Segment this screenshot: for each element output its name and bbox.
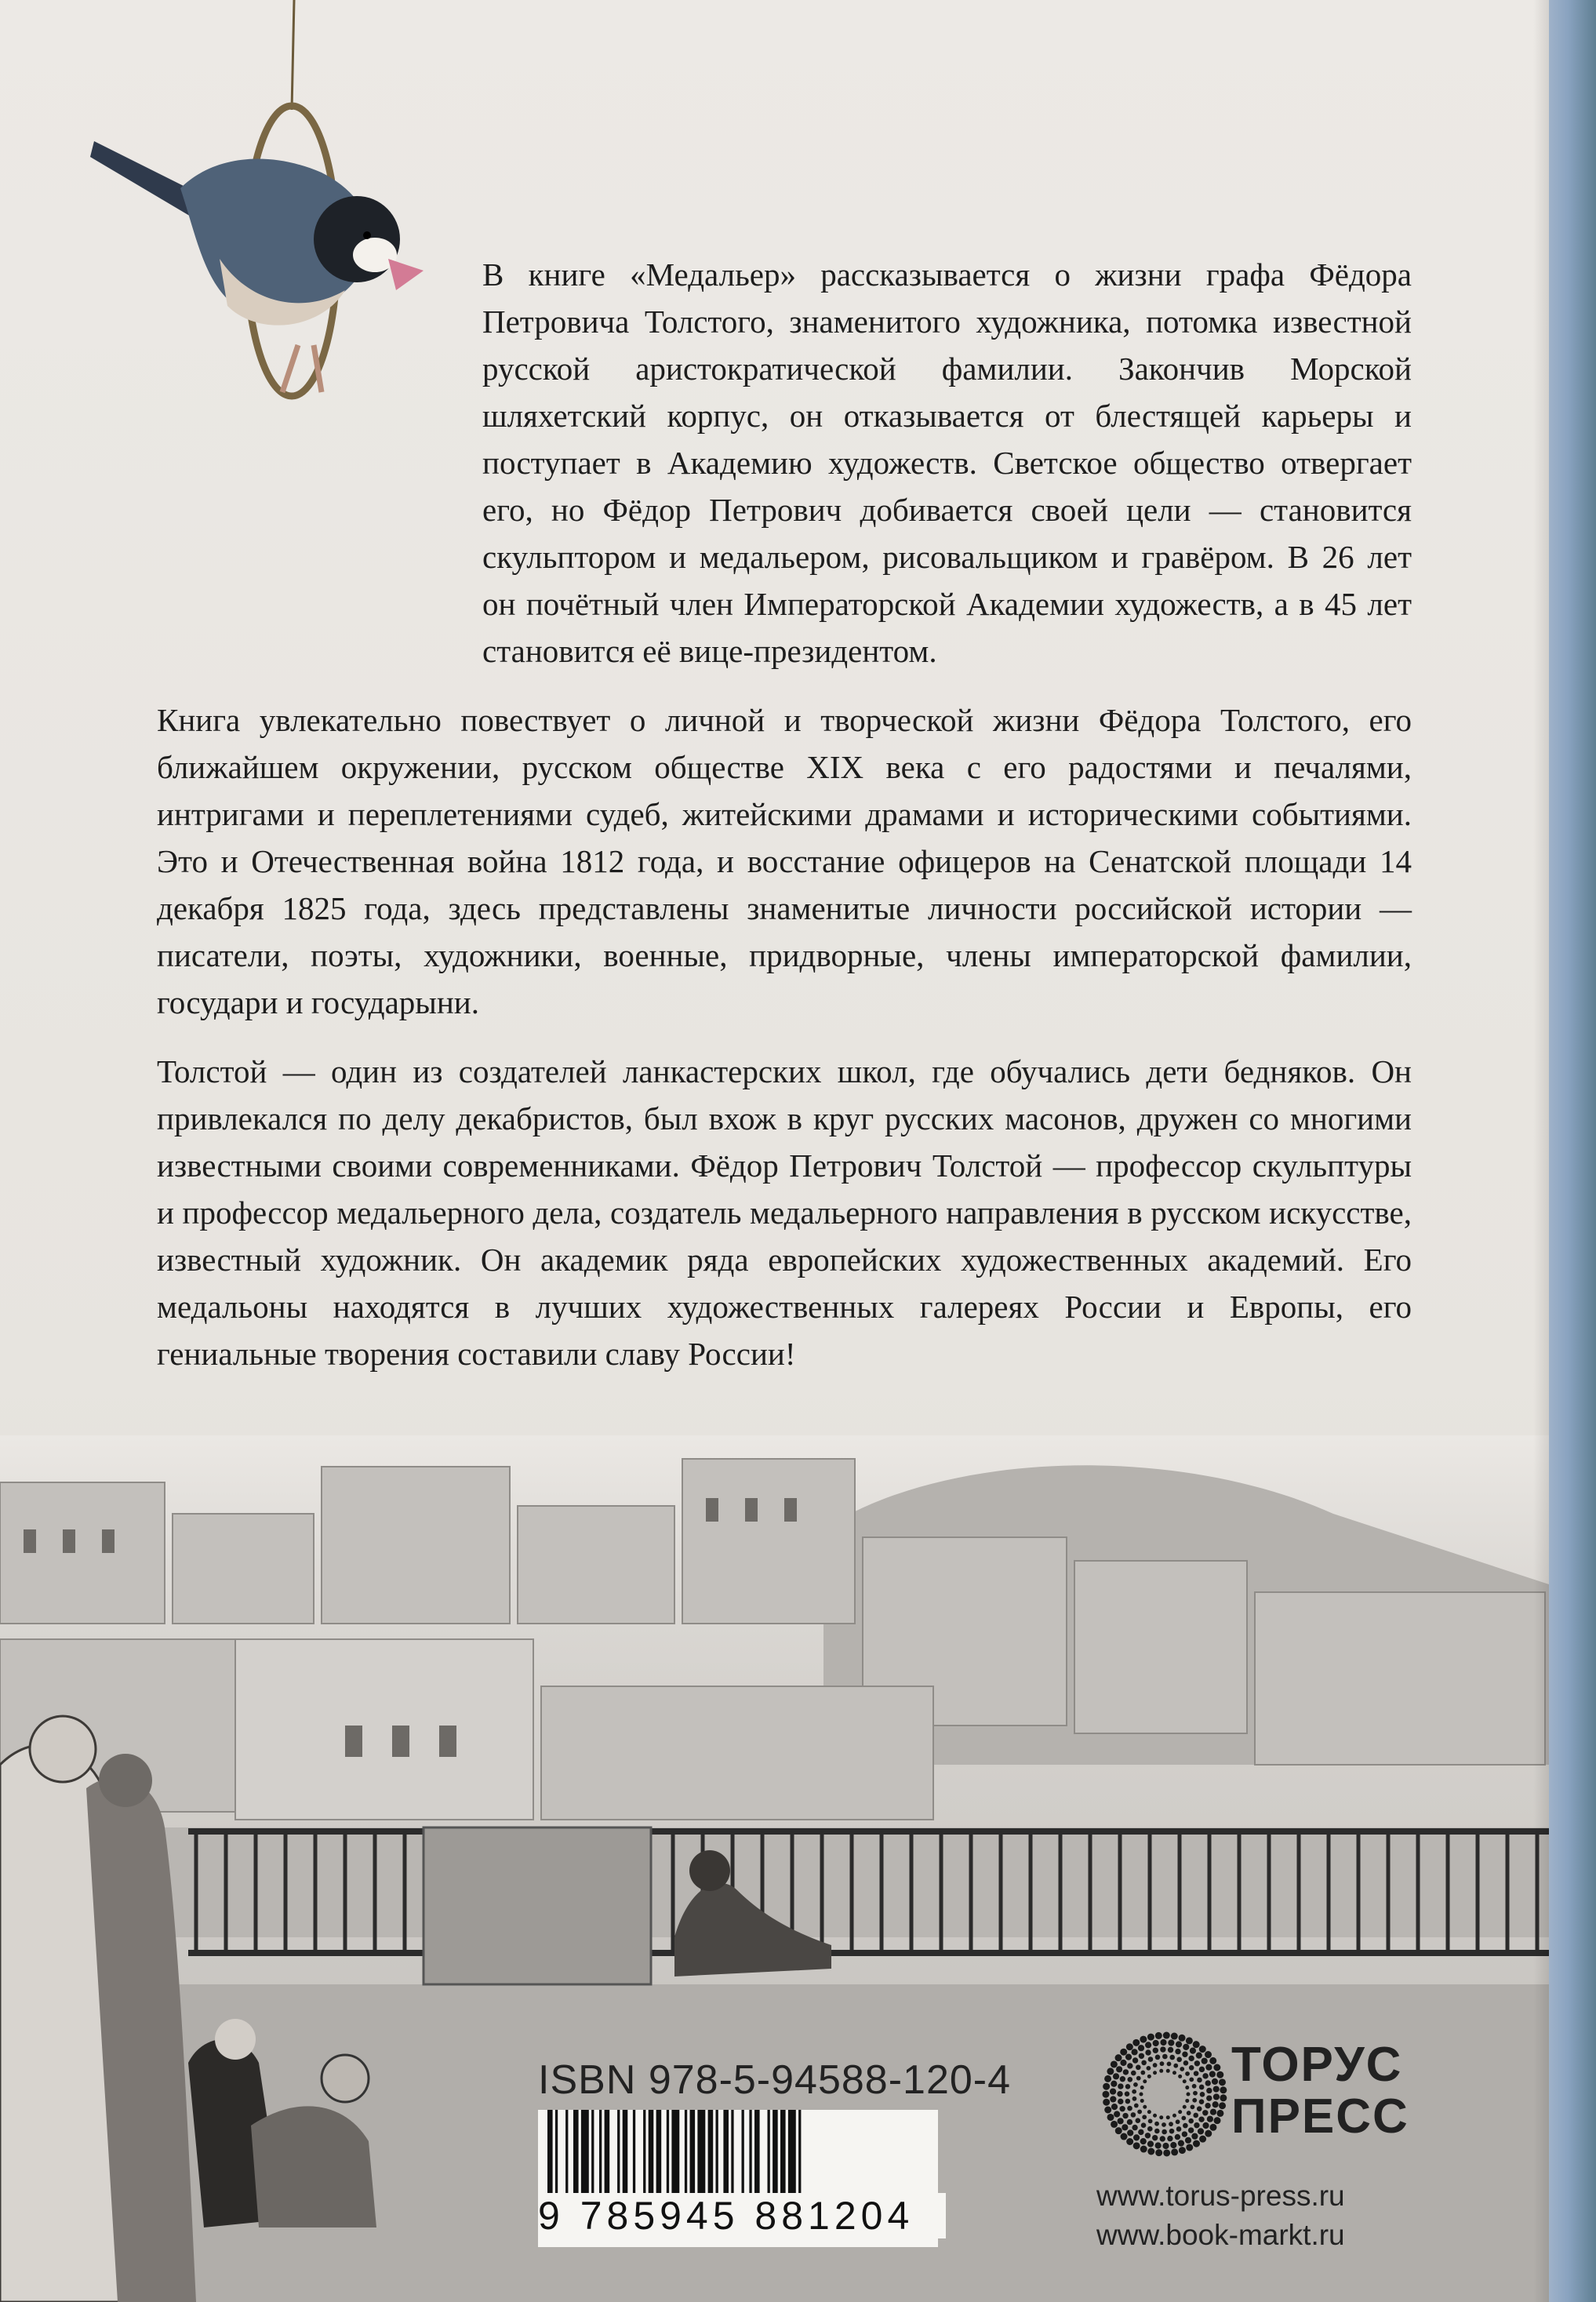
logo-dot — [1202, 2058, 1208, 2064]
logo-dot — [1178, 2075, 1182, 2078]
barcode-bar — [591, 2110, 594, 2204]
logo-dot — [1131, 2049, 1137, 2055]
logo-dot — [1207, 2116, 1213, 2122]
logo-dot — [1194, 2071, 1199, 2076]
logo-dot — [1140, 2036, 1147, 2043]
logo-dot — [1181, 2116, 1186, 2121]
logo-dot — [1140, 2093, 1143, 2097]
logo-dot — [1111, 2104, 1118, 2110]
logo-dot — [1166, 2069, 1170, 2073]
logo-dot — [1147, 2066, 1151, 2071]
logo-dot — [1125, 2091, 1130, 2097]
logo-dot — [1183, 2044, 1189, 2050]
barcode-bar — [798, 2110, 801, 2204]
logo-dot — [1183, 2123, 1188, 2129]
barcode-bar — [723, 2110, 729, 2204]
barcode-bar — [605, 2110, 610, 2204]
logo-dot — [1168, 2047, 1173, 2053]
logo-dot — [1194, 2060, 1200, 2066]
logo-dot — [1132, 2125, 1137, 2130]
logo-dot — [1193, 2091, 1198, 2096]
logo-dot — [1111, 2081, 1117, 2087]
logo-dot — [1127, 2106, 1132, 2111]
barcode-bar — [690, 2110, 696, 2204]
logo-dot — [1127, 2063, 1132, 2068]
logo-dot — [1171, 2148, 1178, 2155]
logo-dot — [1148, 2118, 1153, 2123]
barcode-bar — [742, 2110, 744, 2204]
logo-dot — [1193, 2113, 1198, 2118]
logo-dot — [1160, 2039, 1166, 2046]
logo-dot — [1206, 2095, 1212, 2100]
barcode-digits: 9 785945 881204 — [538, 2193, 946, 2238]
logo-dot — [1205, 2051, 1212, 2058]
barcode-bar — [780, 2110, 786, 2204]
logo-dot — [1104, 2075, 1111, 2082]
barcode-bar — [749, 2110, 751, 2204]
logo-dot — [1154, 2122, 1159, 2126]
logo-dot — [1185, 2086, 1189, 2089]
logo-dot — [1205, 2080, 1211, 2086]
logo-dot — [1111, 2060, 1118, 2067]
logo-dot — [1136, 2118, 1141, 2123]
logo-dot — [1141, 2060, 1147, 2066]
logo-dot — [1162, 2122, 1166, 2127]
logo-dot — [1189, 2065, 1194, 2071]
logo-dot — [1194, 2122, 1199, 2128]
logo-dot — [1154, 2129, 1160, 2134]
logo-dot — [1136, 2076, 1141, 2081]
logo-dot — [1104, 2107, 1111, 2114]
logo-dot — [1107, 2067, 1114, 2075]
logo-dot — [1113, 2073, 1119, 2079]
barcode-bar — [573, 2110, 579, 2204]
logo-dot — [1140, 2071, 1145, 2075]
logo-dot — [1125, 2054, 1132, 2060]
logo-dot — [1127, 2077, 1132, 2082]
logo-dot — [1214, 2117, 1221, 2124]
logo-dot — [1131, 2112, 1136, 2118]
logo-dot — [1186, 2144, 1193, 2151]
barcode-bar — [633, 2110, 635, 2204]
logo-dot — [1119, 2106, 1125, 2111]
logo-dot — [1147, 2126, 1153, 2132]
logo-dot — [1123, 2069, 1129, 2075]
logo-dot — [1162, 2129, 1167, 2135]
logo-dot — [1169, 2129, 1175, 2134]
logo-dot — [1111, 2121, 1118, 2128]
logo-dot — [1206, 2088, 1212, 2093]
logo-dot — [1120, 2049, 1127, 2056]
logo-dot — [1153, 2063, 1158, 2067]
logo-dot — [1153, 2048, 1158, 2053]
logo-dot — [1125, 2084, 1131, 2089]
logo-dot — [1118, 2118, 1124, 2124]
logo-dot — [1134, 2104, 1139, 2108]
logo-dot — [1160, 2136, 1165, 2141]
barcode-bar — [643, 2110, 645, 2204]
logo-dot — [1163, 2032, 1170, 2039]
logo-dot — [1145, 2042, 1151, 2048]
logo-dot — [1202, 2122, 1209, 2129]
logo-dot — [1178, 2110, 1182, 2114]
logo-dot — [1133, 2142, 1140, 2149]
logo-dot — [1205, 2130, 1212, 2137]
logo-dot — [1193, 2140, 1200, 2147]
logo-dot — [1193, 2041, 1200, 2048]
logo-dot — [1137, 2110, 1142, 2115]
logo-dot — [1212, 2078, 1218, 2085]
logo-dot — [1197, 2106, 1202, 2111]
url-book-markt[interactable]: www.book-markt.ru — [1096, 2219, 1345, 2251]
logo-dot — [1132, 2089, 1136, 2094]
logo-dot — [1182, 2131, 1187, 2137]
logo-dot — [1188, 2127, 1194, 2133]
logo-dot — [1188, 2056, 1194, 2061]
logo-dot — [1176, 2126, 1182, 2132]
logo-dot — [1125, 2099, 1131, 2104]
barcode-bar — [649, 2110, 654, 2204]
logo-dot — [1120, 2060, 1126, 2066]
logo-dot — [1185, 2099, 1189, 2103]
logo-dot — [1147, 2110, 1151, 2114]
logo-dot — [1118, 2099, 1123, 2104]
logo-dot — [1122, 2124, 1128, 2130]
logo-dot — [1176, 2041, 1182, 2047]
logo-dot — [1199, 2085, 1205, 2090]
logo-dot — [1116, 2066, 1122, 2072]
logo-dot — [1103, 2091, 1110, 2098]
logo-dot — [1147, 2034, 1154, 2041]
paragraph-3: Толстой — один из создателей ланкастерских школ, где обучались дети бедняков. Он привлекался по делу декабристов, был вхож в круг русских масонов, дружен со многими известными своими современниками. Фёдор Петрович Толстой — профессор скульптуры и профессор медальерного дела, создатель медальерного направления в русском искусстве, известный художник. Он академик ряда европейских художественных академий. Его медальоны находятся в лучших художественных галереях России и Европы, его гениальные творения составили славу России! — [157, 1053, 1412, 1372]
logo-dot — [1213, 2086, 1220, 2092]
logo-dot — [1145, 2049, 1151, 2055]
paragraph-1: В книге «Медальер» рассказывается о жизни графа Фёдора Петровича Толстого, знаменитого художника, потомка известной русской аристократической фамилии. Закончив Морской шляхетский корпус, он отказывается от блестящей карьеры и поступает в Академию художеств. Светское общество отвергает его, но Фёдор Петрович добивается своей цели — становится скульптором и медальером, рисовальщиком и гравёром. В 26 лет он почётный член Императорской Академии художеств, а в 45 лет становится её вице-президентом. — [482, 256, 1412, 669]
logo-dot — [1138, 2129, 1143, 2135]
logo-dot — [1178, 2140, 1184, 2147]
logo-dot — [1167, 2136, 1172, 2141]
logo-dot — [1166, 2115, 1170, 2119]
logo-dot — [1220, 2086, 1227, 2093]
logo-dot — [1153, 2071, 1157, 2075]
publisher-name — [1231, 2039, 1409, 2143]
logo-dot — [1191, 2104, 1195, 2109]
logo-dot — [1153, 2114, 1157, 2118]
logo-dot — [1192, 2084, 1197, 2089]
logo-dot — [1140, 2086, 1144, 2089]
logo-dot — [1155, 2149, 1162, 2156]
annotation-text — [157, 251, 1412, 1399]
page-edge-shadow — [1533, 0, 1549, 2302]
logo-dot — [1147, 2140, 1154, 2147]
logo-dot — [1175, 2134, 1180, 2140]
logo-dot — [1110, 2096, 1116, 2102]
logo-dot — [1216, 2110, 1223, 2117]
logo-dot — [1216, 2071, 1223, 2078]
logo-dot — [1186, 2037, 1193, 2044]
logo-dot — [1169, 2122, 1173, 2126]
logo-dot — [1153, 2040, 1159, 2046]
logo-dot — [1213, 2093, 1220, 2100]
logo-dot — [1115, 2054, 1122, 2061]
barcode-bar — [697, 2110, 705, 2204]
logo-dot — [1160, 2061, 1165, 2066]
logo-dot — [1205, 2103, 1210, 2108]
publisher-urls — [1096, 2177, 1345, 2255]
logo-dot — [1171, 2033, 1178, 2040]
logo-dot — [1168, 2039, 1174, 2046]
logo-dot — [1179, 2147, 1186, 2154]
logo-dot — [1148, 2057, 1154, 2062]
logo-dot — [1167, 2061, 1172, 2066]
logo-dot — [1196, 2053, 1202, 2059]
barcode-bar — [656, 2110, 662, 2204]
logo-dot — [1162, 2054, 1168, 2060]
logo-dot — [1155, 2142, 1162, 2148]
logo-dot — [1172, 2114, 1176, 2118]
logo-dot — [1175, 2049, 1180, 2054]
logo-dot — [1140, 2138, 1147, 2144]
logo-dot — [1141, 2122, 1147, 2128]
barcode-bar — [667, 2110, 669, 2204]
barcode-bar — [623, 2110, 628, 2204]
logo-dot — [1163, 2149, 1170, 2156]
logo-dot — [1145, 2133, 1151, 2138]
logo-dot — [1126, 2043, 1133, 2050]
logo-dot — [1172, 2071, 1176, 2075]
logo-dot — [1189, 2077, 1194, 2082]
logo-dot — [1107, 2114, 1114, 2121]
logo-dot — [1169, 2055, 1175, 2060]
logo-dot — [1219, 2078, 1226, 2086]
logo-dot — [1132, 2097, 1137, 2101]
logo-dot — [1132, 2057, 1138, 2063]
logo-dot — [1182, 2052, 1187, 2057]
url-torus-press[interactable]: www.torus-press.ru — [1096, 2180, 1345, 2212]
logo-dot — [1136, 2065, 1141, 2071]
logo-dot — [1202, 2073, 1208, 2078]
barcode-bar — [788, 2110, 796, 2204]
logo-dot — [1183, 2079, 1187, 2083]
logo-dot — [1179, 2035, 1186, 2042]
barcode-bar — [731, 2110, 733, 2204]
logo-dot — [1115, 2127, 1122, 2134]
barcode-bar — [768, 2110, 770, 2204]
logo-dot — [1131, 2071, 1136, 2076]
logo-dot — [1143, 2079, 1147, 2083]
logo-dot — [1147, 2075, 1151, 2078]
logo-dot — [1220, 2094, 1227, 2101]
logo-dot — [1155, 2055, 1161, 2060]
logo-dot — [1209, 2124, 1216, 2131]
logo-dot — [1140, 2146, 1147, 2153]
logo-dot — [1202, 2110, 1208, 2115]
logo-dot — [1187, 2093, 1191, 2097]
logo-dot — [1176, 2119, 1180, 2124]
isbn-label: ISBN 978-5-94588-120-4 — [538, 2057, 1012, 2103]
logo-dot — [1127, 2129, 1133, 2136]
logo-dot — [1191, 2133, 1198, 2140]
barcode-bar — [708, 2110, 714, 2204]
logo-dot — [1183, 2060, 1189, 2066]
logo-dot — [1198, 2128, 1204, 2134]
logo-dot — [1219, 2102, 1226, 2109]
logo-dot — [1159, 2069, 1163, 2073]
logo-dot — [1200, 2092, 1205, 2097]
logo-dot — [1185, 2071, 1190, 2076]
logo-dot — [1187, 2111, 1191, 2115]
publisher-name-line1: ТОРУС — [1231, 2038, 1403, 2092]
paragraph-2: Книга увлекательно повествует о личной и творческой жизни Фёдора Толстого, его ближайшем окружении, русском обществе XIX века с его радостями и печалями, интригами и переплетениями судеб, житейскими драмами и историческими событиями. Это и Отечественная война 1812 года, и восстание офицеров на Сенатской площади 14 декабря 1825 года, здесь представлены знаменитые личности российской истории — писатели, поэты, художники, военные, придворные, члены императорской фамилии, государи и государыни. — [157, 702, 1412, 1020]
logo-dot — [1152, 2135, 1158, 2140]
logo-dot — [1147, 2148, 1154, 2155]
barcode-bar — [716, 2110, 718, 2204]
logo-dot — [1118, 2083, 1123, 2089]
barcode-bar — [754, 2110, 760, 2204]
logo-dot — [1133, 2082, 1138, 2087]
logo-dot — [1183, 2105, 1187, 2109]
logo-dot — [1121, 2133, 1128, 2140]
logo-dot — [1199, 2067, 1205, 2072]
publisher-name-line2: ПРЕСС — [1231, 2089, 1409, 2144]
barcode-bar — [671, 2110, 679, 2204]
logo-dot — [1188, 2118, 1194, 2124]
barcode-bar — [617, 2110, 620, 2204]
logo-dot — [1138, 2045, 1144, 2051]
logo-dot — [1199, 2136, 1206, 2143]
logo-dot — [1122, 2113, 1128, 2118]
logo-dot — [1198, 2116, 1204, 2122]
logo-dot — [1170, 2142, 1176, 2148]
logo-dot — [1132, 2039, 1140, 2046]
barcode-bar — [547, 2110, 553, 2204]
logo-dot — [1103, 2099, 1110, 2106]
logo-dot — [1155, 2032, 1162, 2039]
logo-dot — [1213, 2064, 1220, 2071]
logo-dot — [1190, 2048, 1196, 2054]
logo-dot — [1197, 2078, 1202, 2083]
logo-dot — [1120, 2076, 1125, 2082]
logo-dot — [1199, 2099, 1205, 2104]
logo-dot — [1192, 2098, 1197, 2103]
logo-dot — [1133, 2134, 1140, 2140]
logo-dot — [1210, 2109, 1216, 2115]
logo-dot — [1212, 2101, 1219, 2107]
logo-dot — [1199, 2046, 1206, 2053]
barcode-bar — [773, 2110, 778, 2204]
logo-dot — [1160, 2046, 1165, 2052]
logo-dot — [1140, 2099, 1144, 2103]
logo-dot — [1114, 2111, 1120, 2117]
barcode-bar — [565, 2110, 568, 2204]
logo-dot — [1103, 2083, 1110, 2090]
barcode-bar — [555, 2110, 558, 2204]
logo-dot — [1142, 2115, 1147, 2119]
logo-dot — [1173, 2064, 1178, 2068]
logo-dot — [1162, 2143, 1169, 2149]
logo-dot — [1139, 2053, 1144, 2059]
logo-dot — [1117, 2091, 1122, 2097]
barcode-bar — [685, 2110, 687, 2204]
logo-dot — [1176, 2057, 1182, 2062]
book-spine — [1549, 0, 1596, 2302]
logo-dot — [1127, 2119, 1132, 2125]
barcode-bar — [599, 2110, 602, 2204]
logo-dot — [1143, 2105, 1147, 2109]
logo-dot — [1205, 2064, 1212, 2071]
logo-dot — [1180, 2067, 1184, 2071]
logo-dot — [1209, 2071, 1216, 2077]
logo-dot — [1126, 2138, 1133, 2145]
barcode-bar — [581, 2110, 589, 2204]
logo-dot — [1159, 2115, 1163, 2119]
logo-dot — [1185, 2137, 1191, 2144]
logo-dot — [1209, 2057, 1216, 2064]
logo-dot — [1110, 2088, 1116, 2094]
